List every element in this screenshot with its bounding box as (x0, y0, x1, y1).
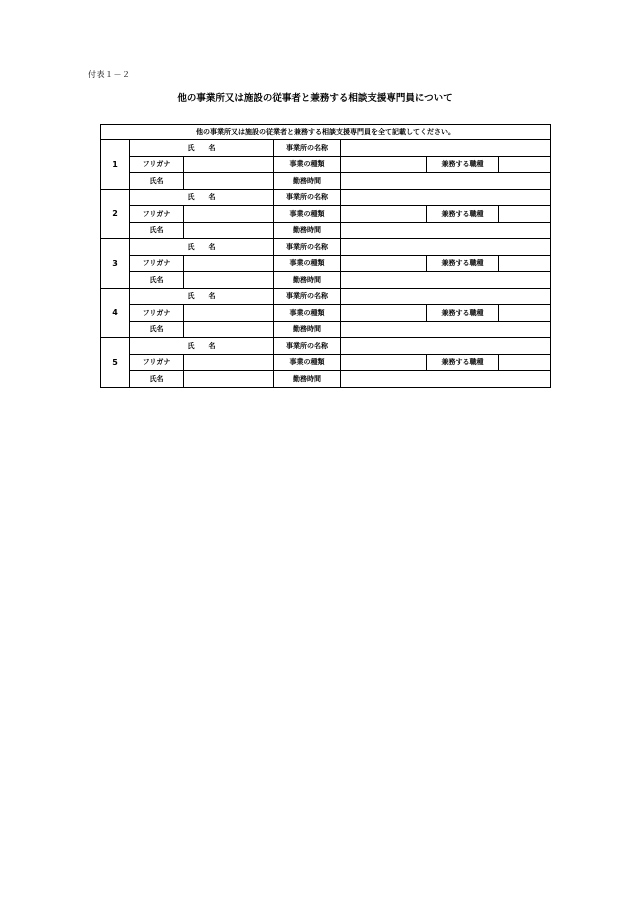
table-instruction: 他の事業所又は施設の従業者と兼務する相談支援専門員を全て記載してください。 (101, 125, 551, 140)
name-label: 氏名 (130, 272, 184, 289)
concurrent-position-field[interactable] (499, 206, 551, 223)
furigana-label: フリガナ (130, 156, 184, 173)
furigana-label: フリガナ (130, 206, 184, 223)
name-label: 氏名 (130, 371, 184, 388)
furigana-label: フリガナ (130, 354, 184, 371)
facility-name-field[interactable] (341, 239, 551, 256)
concurrent-position-label: 兼務する職種 (427, 354, 499, 371)
facility-name-field[interactable] (341, 189, 551, 206)
furigana-field[interactable] (184, 156, 274, 173)
entry-number: 4 (101, 288, 130, 338)
concurrent-position-field[interactable] (499, 156, 551, 173)
concurrent-position-label: 兼務する職種 (427, 255, 499, 272)
entry-number: 5 (101, 338, 130, 388)
name-field[interactable] (184, 272, 274, 289)
facility-name-field[interactable] (341, 288, 551, 305)
name-field[interactable] (184, 173, 274, 190)
concurrent-position-label: 兼務する職種 (427, 156, 499, 173)
facility-name-label: 事業所の名称 (274, 189, 341, 206)
name-label: 氏名 (130, 222, 184, 239)
concurrent-staff-table (100, 124, 551, 388)
furigana-field[interactable] (184, 206, 274, 223)
working-hours-label: 勤務時間 (274, 371, 341, 388)
business-type-field[interactable] (341, 305, 427, 322)
working-hours-field[interactable] (341, 321, 551, 338)
name-header-label: 氏 名 (130, 239, 274, 256)
name-header-label: 氏 名 (130, 140, 274, 157)
working-hours-label: 勤務時間 (274, 272, 341, 289)
facility-name-label: 事業所の名称 (274, 338, 341, 355)
name-field[interactable] (184, 371, 274, 388)
concurrent-position-label: 兼務する職種 (427, 305, 499, 322)
furigana-field[interactable] (184, 255, 274, 272)
working-hours-label: 勤務時間 (274, 173, 341, 190)
facility-name-field[interactable] (341, 140, 551, 157)
business-type-field[interactable] (341, 206, 427, 223)
name-field[interactable] (184, 222, 274, 239)
business-type-label: 事業の種類 (274, 156, 341, 173)
business-type-field[interactable] (341, 255, 427, 272)
working-hours-field[interactable] (341, 371, 551, 388)
furigana-field[interactable] (184, 354, 274, 371)
entry-number: 1 (101, 140, 130, 190)
name-label: 氏名 (130, 321, 184, 338)
business-type-label: 事業の種類 (274, 354, 341, 371)
working-hours-label: 勤務時間 (274, 222, 341, 239)
name-label: 氏名 (130, 173, 184, 190)
furigana-label: フリガナ (130, 255, 184, 272)
facility-name-label: 事業所の名称 (274, 239, 341, 256)
entry-number: 2 (101, 189, 130, 239)
business-type-label: 事業の種類 (274, 305, 341, 322)
working-hours-field[interactable] (341, 222, 551, 239)
furigana-label: フリガナ (130, 305, 184, 322)
name-field[interactable] (184, 321, 274, 338)
business-type-label: 事業の種類 (274, 255, 341, 272)
business-type-field[interactable] (341, 354, 427, 371)
working-hours-field[interactable] (341, 272, 551, 289)
business-type-label: 事業の種類 (274, 206, 341, 223)
entry-number: 3 (101, 239, 130, 289)
business-type-field[interactable] (341, 156, 427, 173)
working-hours-field[interactable] (341, 173, 551, 190)
concurrent-position-field[interactable] (499, 354, 551, 371)
facility-name-label: 事業所の名称 (274, 288, 341, 305)
concurrent-position-label: 兼務する職種 (427, 206, 499, 223)
furigana-field[interactable] (184, 305, 274, 322)
name-header-label: 氏 名 (130, 338, 274, 355)
facility-name-field[interactable] (341, 338, 551, 355)
working-hours-label: 勤務時間 (274, 321, 341, 338)
concurrent-position-field[interactable] (499, 305, 551, 322)
facility-name-label: 事業所の名称 (274, 140, 341, 157)
concurrent-position-field[interactable] (499, 255, 551, 272)
document-label: 付表１－２ (88, 70, 131, 79)
name-header-label: 氏 名 (130, 288, 274, 305)
name-header-label: 氏 名 (130, 189, 274, 206)
document-title: 他の事業所又は施設の従事者と兼務する相談支援専門員について (177, 93, 453, 104)
